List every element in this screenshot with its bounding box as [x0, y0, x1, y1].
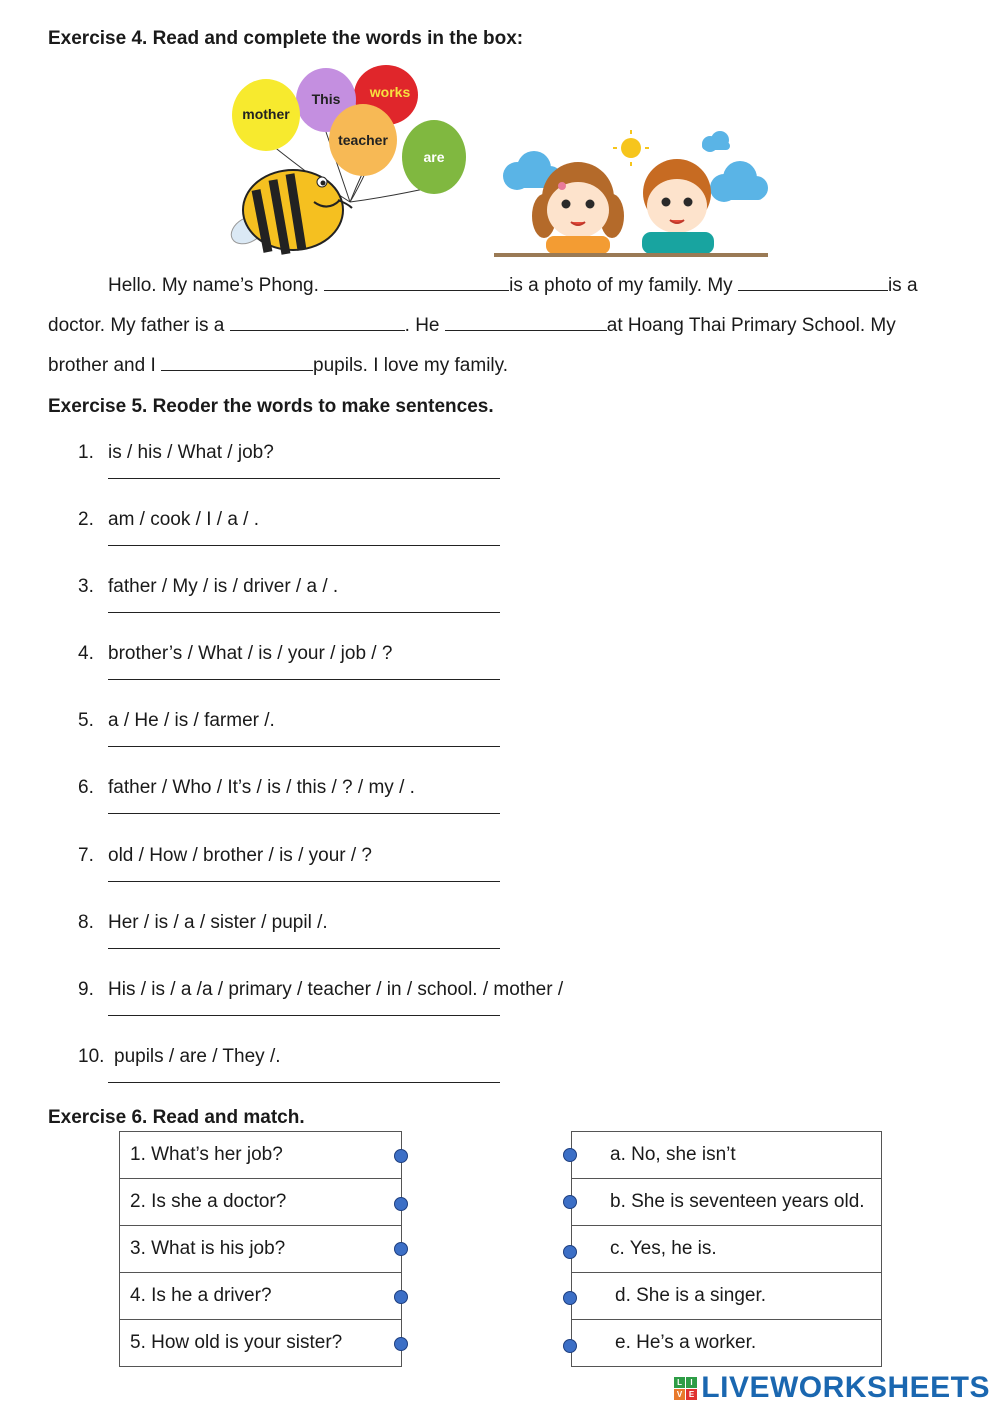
reorder-item-6 [78, 777, 415, 799]
fill-blank-5[interactable] [161, 352, 313, 371]
reorder-item-1 [78, 442, 274, 464]
item-number: 8. [78, 912, 94, 933]
answer-line-2[interactable] [108, 545, 500, 546]
cloud-right [702, 131, 768, 202]
item-number: 7. [78, 845, 94, 866]
question-cell: 3. What is his job? [120, 1226, 402, 1273]
fill-blank-4[interactable] [445, 312, 607, 331]
para-text: Hello. My name’s Phong. [108, 275, 325, 296]
item-text: brother’s / What / is / your / job / ? [108, 643, 393, 664]
para-line-2 [48, 306, 948, 346]
liveworksheets-icon [674, 1377, 697, 1400]
exercise-4-paragraph [48, 266, 948, 386]
liveworksheets-text: LIVEWORKSHEETS [701, 1371, 990, 1404]
reorder-item-7 [78, 845, 372, 867]
item-text: a / He / is / farmer /. [108, 710, 275, 731]
item-number: 6. [78, 777, 94, 798]
answer-cell: d. She is a singer. [572, 1273, 882, 1320]
para-line-1 [48, 266, 948, 306]
icon-letter: E [686, 1389, 697, 1400]
item-text: father / My / is / driver / a / . [108, 576, 339, 597]
question-cell: 4. Is he a driver? [120, 1273, 402, 1320]
answer-line-5[interactable] [108, 746, 500, 747]
match-dot-question-1[interactable] [394, 1149, 408, 1163]
balloon-teacher-label: teacher [338, 132, 388, 148]
para-text: brother and I [48, 355, 162, 376]
answer-cell: c. Yes, he is. [572, 1226, 882, 1273]
reorder-item-10 [78, 1046, 281, 1068]
answer-line-4[interactable] [108, 679, 500, 680]
answer-line-6[interactable] [108, 813, 500, 814]
table-edge [494, 253, 768, 257]
match-dot-question-2[interactable] [394, 1197, 408, 1211]
para-text: is a photo of my family. My [509, 275, 738, 296]
exercise-6-heading: Exercise 6. Read and match. [48, 1107, 305, 1128]
fill-blank-3[interactable] [230, 312, 405, 331]
balloon-are-label: are [423, 149, 445, 165]
answer-line-1[interactable] [108, 478, 500, 479]
answer-line-8[interactable] [108, 948, 500, 949]
item-number: 10. [78, 1046, 105, 1067]
item-number: 5. [78, 710, 94, 731]
para-text: . He [404, 315, 445, 336]
answers-table [571, 1131, 882, 1367]
match-dot-question-5[interactable] [394, 1337, 408, 1351]
fill-blank-2[interactable] [738, 272, 888, 291]
questions-table [119, 1131, 402, 1367]
sun [613, 130, 649, 166]
match-dot-question-3[interactable] [394, 1242, 408, 1256]
reorder-item-3 [78, 576, 338, 598]
answer-line-3[interactable] [108, 612, 500, 613]
item-number: 3. [78, 576, 94, 597]
fill-blank-1[interactable] [324, 272, 509, 291]
answer-line-10[interactable] [108, 1082, 500, 1083]
item-text: father / Who / It’s / is / this / ? / my / . [108, 777, 415, 798]
exercise-5-heading: Exercise 5. Reoder the words to make sentences. [48, 396, 494, 417]
item-number: 1. [78, 442, 94, 463]
balloon-mother-label: mother [242, 106, 290, 122]
icon-letter: V [674, 1389, 685, 1400]
kids-illustration [492, 128, 770, 263]
para-text: is a [887, 275, 918, 296]
reorder-item-5 [78, 710, 275, 732]
para-text: at Hoang Thai Primary School. My [606, 315, 896, 336]
liveworksheets-logo [674, 1371, 990, 1405]
para-line-3 [48, 346, 948, 386]
match-dot-answer-e[interactable] [563, 1339, 577, 1353]
match-dot-question-4[interactable] [394, 1290, 408, 1304]
match-dot-answer-d[interactable] [563, 1291, 577, 1305]
question-cell: 1. What’s her job? [120, 1132, 402, 1179]
para-text: pupils. I love my family. [313, 355, 509, 376]
question-cell: 5. How old is your sister? [120, 1320, 402, 1367]
reorder-item-4 [78, 643, 392, 665]
icon-letter: I [686, 1377, 697, 1388]
reorder-item-2 [78, 509, 259, 531]
item-number: 2. [78, 509, 94, 530]
answer-cell: a. No, she isn’t [572, 1132, 882, 1179]
match-dot-answer-b[interactable] [563, 1195, 577, 1209]
reorder-item-8 [78, 912, 328, 934]
icon-letter: L [674, 1377, 685, 1388]
item-text: am / cook / I / a / . [108, 509, 259, 530]
item-text: His / is / a /a / primary / teacher / in / school. / mother / [108, 979, 564, 1000]
answer-line-7[interactable] [108, 881, 500, 882]
boy [642, 159, 714, 254]
item-text: Her / is / a / sister / pupil /. [108, 912, 328, 933]
answer-cell: e. He’s a worker. [572, 1320, 882, 1367]
para-text: doctor. My father is a [48, 315, 230, 336]
match-dot-answer-a[interactable] [563, 1148, 577, 1162]
exercise-4-heading: Exercise 4. Read and complete the words in the box: [48, 28, 524, 49]
item-number: 9. [78, 979, 94, 1000]
item-text: old / How / brother / is / your / ? [108, 845, 372, 866]
bee [228, 170, 352, 254]
item-text: pupils / are / They /. [114, 1046, 281, 1067]
item-text: is / his / What / job? [108, 442, 274, 463]
item-number: 4. [78, 643, 94, 664]
answer-line-9[interactable] [108, 1015, 500, 1016]
balloons-bee-illustration [228, 62, 473, 262]
balloon-this-label: This [311, 91, 341, 107]
question-cell: 2. Is she a doctor? [120, 1179, 402, 1226]
match-dot-answer-c[interactable] [563, 1245, 577, 1259]
reorder-item-9 [78, 979, 563, 1001]
answer-cell: b. She is seventeen years old. [572, 1179, 882, 1226]
balloon-works-label: works [369, 84, 411, 100]
